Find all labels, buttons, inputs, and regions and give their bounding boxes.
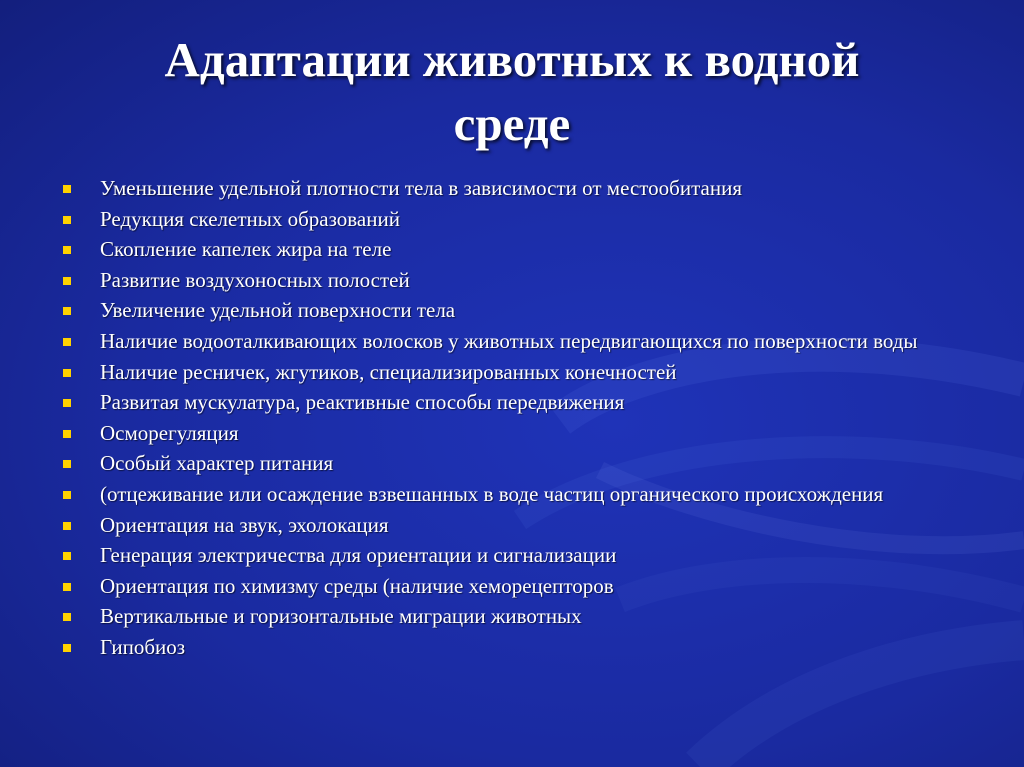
square-bullet-icon [63,338,71,346]
list-item [60,543,1020,568]
list-item-text: Вертикальные и горизонтальные миграции животных [100,604,582,629]
list-item-text: Генерация электричества для ориентации и сигнализации [100,543,617,568]
adaptations-list [60,176,1020,666]
square-bullet-icon [63,552,71,560]
square-bullet-icon [63,613,71,621]
slide-title [0,28,1024,156]
list-item [60,421,1020,446]
square-bullet-icon [63,369,71,377]
list-item-text: (отцеживание или осаждение взвешанных в воде частиц органического происхождения [100,481,884,506]
list-item-text: Наличие ресничек, жгутиков, специализированных конечностей [100,359,677,384]
list-item [60,604,1020,629]
list-item-text: Уменьшение удельной плотности тела в зависимости от местообитания [100,176,742,200]
list-item [60,298,1020,323]
list-item-text: Ориентация на звук, эхолокация [100,512,389,537]
slide-title-line-2: среде [453,96,571,151]
list-item-text: Увеличение удельной поверхности тела [100,298,456,323]
square-bullet-icon [63,216,71,224]
square-bullet-icon [63,491,71,499]
slide-title-line-1: Адаптации животных к водной [164,32,860,87]
list-item-text: Ориентация по химизму среды (наличие хеморецепторов [100,573,614,598]
list-item-text: Особый характер питания [100,451,334,476]
list-item [60,360,1020,385]
square-bullet-icon [63,430,71,438]
list-item [60,390,1020,415]
list-item-text: Наличие водооталкивающих волосков у животных передвигающихся по поверхности воды [100,328,918,353]
list-item-text: Редукция скелетных образований [100,206,400,231]
square-bullet-icon [63,307,71,315]
square-bullet-icon [63,522,71,530]
square-bullet-icon [63,644,71,652]
list-item-text: Развитая мускулатура, реактивные способы передвижения [100,390,625,415]
list-item-text: Скопление капелек жира на теле [100,237,392,262]
square-bullet-icon [63,460,71,468]
list-item [60,451,1020,476]
list-item [60,635,1020,660]
list-item [60,513,1020,538]
list-item [60,207,1020,232]
list-item-text: Осморегуляция [100,420,239,445]
square-bullet-icon [63,277,71,285]
list-item [60,237,1020,262]
list-item-text: Гипобиоз [100,634,186,659]
square-bullet-icon [63,185,71,193]
list-item [60,574,1020,599]
list-item [60,329,1020,354]
square-bullet-icon [63,583,71,591]
list-item-text: Развитие воздухоносных полостей [100,267,410,292]
list-item [60,176,1020,201]
square-bullet-icon [63,246,71,254]
list-item [60,268,1020,293]
list-item [60,482,1020,507]
square-bullet-icon [63,399,71,407]
